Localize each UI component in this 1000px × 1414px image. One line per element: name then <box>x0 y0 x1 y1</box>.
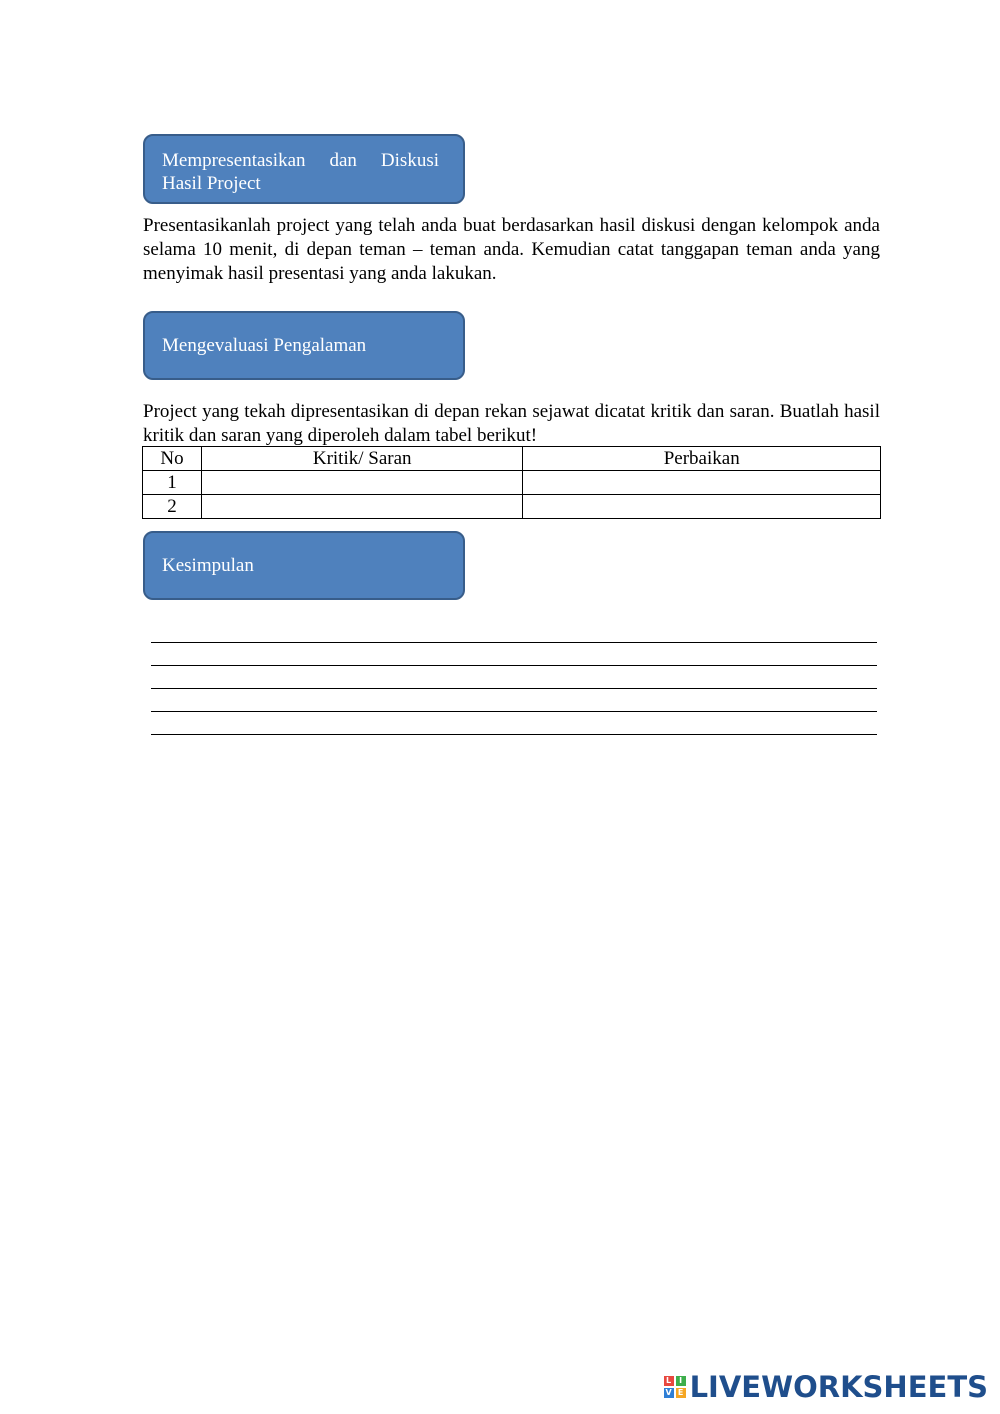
answer-line[interactable] <box>151 666 877 689</box>
answer-line[interactable] <box>151 643 877 666</box>
heading-text: Kesimpulan <box>162 555 254 576</box>
logo-mark-icon <box>664 1376 686 1398</box>
liveworksheets-logo <box>664 1370 988 1404</box>
perbaikan-cell[interactable] <box>523 495 881 519</box>
section-heading-conclusion <box>143 531 465 600</box>
heading-text: Mengevaluasi Pengalaman <box>162 335 367 356</box>
section-heading-evaluation <box>143 311 465 380</box>
heading-word: dan <box>329 150 357 171</box>
section-heading-presentation <box>143 134 465 204</box>
kritik-saran-cell[interactable] <box>201 495 523 519</box>
header-perbaikan: Perbaikan <box>523 447 881 471</box>
kritik-saran-cell[interactable] <box>201 471 523 495</box>
logo-text: LIVEWORKSHEETS <box>689 1370 988 1404</box>
row-number: 1 <box>143 471 202 495</box>
conclusion-answer-lines <box>151 620 877 735</box>
logo-tile: L <box>664 1376 674 1386</box>
logo-tile: I <box>676 1376 686 1386</box>
heading-line-2: Hasil Project <box>162 173 261 194</box>
answer-line[interactable] <box>151 620 877 643</box>
table-row <box>143 471 881 495</box>
heading-word: Diskusi <box>380 150 439 171</box>
heading-word: Mempresentasikan <box>162 150 306 171</box>
table-header-row <box>143 447 881 471</box>
critique-table <box>142 446 881 519</box>
answer-line[interactable] <box>151 712 877 735</box>
row-number: 2 <box>143 495 202 519</box>
evaluation-instructions: Project yang tekah dipresentasikan di depan rekan sejawat dicatat kritik dan saran. Buatlah hasil kritik dan saran yang diperoleh dalam tabel berikut! <box>143 401 880 446</box>
header-no: No <box>143 447 202 471</box>
logo-tile: E <box>676 1388 686 1398</box>
logo-tile: V <box>665 1388 672 1397</box>
perbaikan-cell[interactable] <box>523 471 881 495</box>
answer-line[interactable] <box>151 689 877 712</box>
table-row <box>143 495 881 519</box>
presentation-instructions: Presentasikanlah project yang telah anda buat berdasarkan hasil diskusi dengan kelompok anda selama 10 menit, di depan teman – teman anda. Kemudian catat tanggapan teman anda yang menyimak hasil presentasi yang anda lakukan. <box>143 215 880 284</box>
header-kritik-saran: Kritik/ Saran <box>201 447 523 471</box>
